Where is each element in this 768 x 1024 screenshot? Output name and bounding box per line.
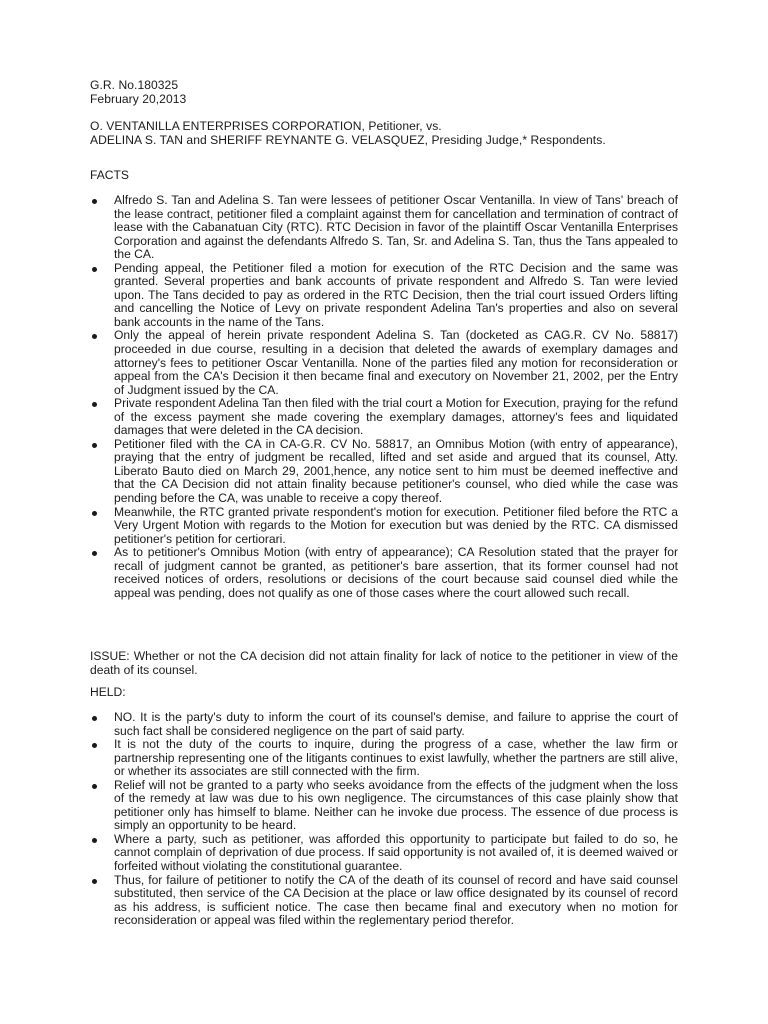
held-heading: HELD:: [90, 685, 126, 699]
held-item: It is not the duty of the courts to inquire, during the progress of a case, whether the law firm or partnership representing one of the litigants continues to exist lawfully, whether the partners are still alive, or whether its associates are still connected with the firm.: [90, 738, 678, 779]
decision-date: February 20,2013: [90, 91, 187, 106]
held-item: Relief will not be granted to a party who seeks avoidance from the effects of the judgment when the loss of the remedy at law was due to his own negligence. The circumstances of this case plainly show that petitioner only has himself to blame. Neither can he invoke due process. The essence of due process is simply an opportunity to be heard.: [90, 779, 678, 833]
facts-item: Petitioner filed with the CA in CA-G.R. CV No. 58817, an Omnibus Motion (with entry of appearance), praying that the entry of judgment be recalled, lifted and set aside and argued that its counsel, Atty. Liberato Bauto died on March 29, 2001,hence, any notice sent to him must be deemed ineffective and that the CA Decision did not attain finality because petitioner's counsel, who died while the case was pending before the CA, was unable to receive a copy thereof.: [90, 438, 678, 506]
facts-item: Alfredo S. Tan and Adelina S. Tan were lessees of petitioner Oscar Ventanilla. In view of Tans' breach of the lease contract, petitioner filed a complaint against them for cancellation and termination of contract of lease with the Cabanatuan City (RTC). RTC Decision in favor of the plaintiff Oscar Ventanilla Enterprises Corporation and against the defendants Alfredo S. Tan, Sr. and Adelina S. Tan, thus the Tans appealed to the CA.: [90, 194, 678, 262]
facts-item: Only the appeal of herein private respondent Adelina S. Tan (docketed as CAG.R. CV No. 58817) proceeded in due course, resulting in a decision that deleted the awards of exemplary damages and attorney's fees to petitioner Oscar Ventanilla. None of the parties filed any motion for reconsideration or appeal from the CA's Decision it then became final and executory on November 21, 2002, per the Entry of Judgment issued by the CA.: [90, 329, 678, 397]
facts-item: As to petitioner's Omnibus Motion (with entry of appearance); CA Resolution stated that the prayer for recall of judgment cannot be granted, as petitioner's bare assertion, that its former counsel had not received notices of orders, resolutions or decisions of the court because said counsel died while the appeal was pending, does not qualify as one of those cases where the court allowed such recall.: [90, 546, 678, 600]
facts-item: Pending appeal, the Petitioner filed a motion for execution of the RTC Decision and the same was granted. Several properties and bank accounts of private respondent and Alfredo S. Tan were levied upon. The Tans decided to pay as ordered in the RTC Decision, then the trial court issued Orders lifting and cancelling the Notice of Levy on private respondent Adelina Tan's properties and also on several bank accounts in the name of the Tans.: [90, 262, 678, 330]
held-item: Where a party, such as petitioner, was afforded this opportunity to participate but failed to do so, he cannot complain of deprivation of due process. If said opportunity is not availed of, it is deemed waived or forfeited without violating the constitutional guarantee.: [90, 833, 678, 874]
facts-heading: FACTS: [90, 168, 129, 182]
case-header: [90, 79, 678, 106]
case-title: [90, 120, 678, 147]
case-title-petitioner: O. VENTANILLA ENTERPRISES CORPORATION, Petitioner, vs.: [90, 119, 442, 133]
facts-item: Meanwhile, the RTC granted private respondent's motion for execution. Petitioner filed before the RTC a Very Urgent Motion with regards to the Motion for execution but was denied by the RTC. CA dismissed petitioner's petition for certiorari.: [90, 506, 678, 547]
gr-number: G.R. No.180325: [90, 78, 179, 92]
issue-paragraph: ISSUE: Whether or not the CA decision did not attain finality for lack of notice to the petitioner in view of the death of its counsel.: [90, 649, 678, 677]
held-item: NO. It is the party's duty to inform the court of its counsel's demise, and failure to apprise the court of such fact shall be considered negligence on the part of said party.: [90, 711, 678, 738]
facts-item: Private respondent Adelina Tan then filed with the trial court a Motion for Execution, praying for the refund of the excess payment she made covering the exemplary damages, attorney's fees and liquidated damages that were deleted in the CA decision.: [90, 397, 678, 438]
held-item: Thus, for failure of petitioner to notify the CA of the death of its counsel of record and have said counsel substituted, then service of the CA Decision at the place or law office designated by its counsel of record as his address, is sufficient notice. The case then became final and executory when no motion for reconsideration or appeal was filed within the reglementary period therefor.: [90, 874, 678, 928]
held-list: [90, 711, 678, 928]
case-title-respondents: ADELINA S. TAN and SHERIFF REYNANTE G. VELASQUEZ, Presiding Judge,* Respondents.: [90, 132, 606, 147]
facts-list: [90, 194, 678, 600]
